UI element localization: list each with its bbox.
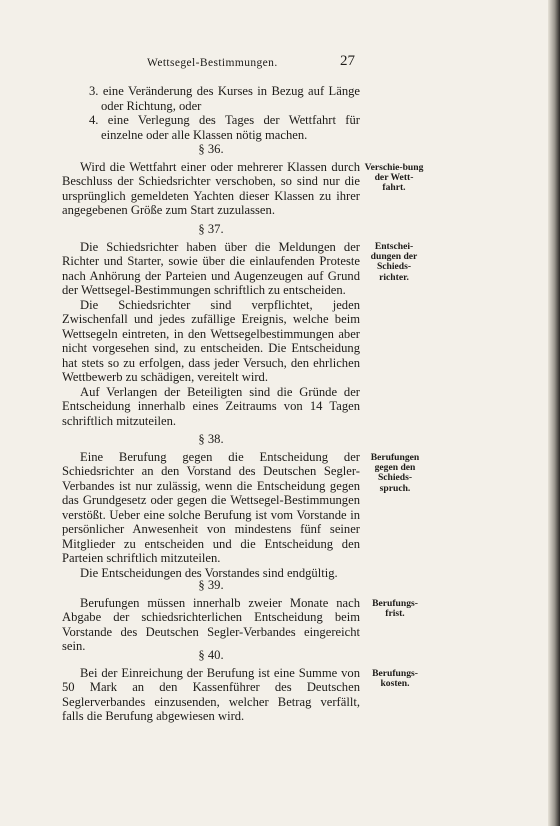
margin-note-37: Entschei-dungen der Schieds-richter. — [370, 241, 418, 283]
running-title: Wettsegel-Bestimmungen. — [147, 57, 278, 69]
section-heading: § 39. — [198, 578, 224, 592]
paragraph: Die Schiedsrichter sind verpflichtet, jeden Zwischenfall und jedes zufällige Ereignis, welche beim Wettsegeln eintreten, in den Wettsegelbestimmungen aber nicht vorgesehen sind, zu entscheiden. Die Entscheidung hat stets so zu erfolgen, dass jeder Versuch, den ehrlichen Wettbewerb zu schädigen, vereitelt wird. — [62, 297, 360, 384]
section-37 — [62, 222, 360, 428]
margin-note-39: Berufungs-frist. — [372, 598, 418, 620]
section-38 — [62, 432, 360, 580]
paragraph: Eine Berufung gegen die Entscheidung der Schiedsrichter an den Vorstand des Deutschen Segler-Verbandes ist nur zulässig, wenn die Entscheidung gegen das Grundgesetz oder gegen die Wettsegel-Bestimmungen verstößt. Ueber eine solche Berufung ist vom Vorstande in persönlicher Anwesenheit von mindestens fünf seiner Mitglieder zu entscheiden und die Entscheidung den Parteien schriftlich mitzuteilen. — [62, 449, 360, 565]
section-36 — [62, 142, 360, 218]
paragraph: Bei der Einreichung der Berufung ist eine Summe von 50 Mark an den Kassenführer des Deutschen Seglerverbandes einzusenden, welcher Betrag verfällt, falls die Berufung abgewiesen wird. — [62, 665, 360, 723]
section-40 — [62, 648, 360, 724]
margin-note-36: Verschie-bung der Wett-fahrt. — [364, 162, 424, 194]
page-edge-shadow — [548, 0, 560, 826]
section-heading: § 37. — [198, 222, 224, 236]
list-item: 3. eine Veränderung des Kurses in Bezug auf Länge oder Richtung, oder — [89, 84, 360, 113]
list-block — [62, 84, 360, 142]
section-heading: § 40. — [198, 648, 224, 662]
paragraph: Berufungen müssen innerhalb zweier Monate nach Abgabe der schiedsrichterlichen Entscheidung beim Vorstande des Deutschen Segler-Verbandes eingereicht sein. — [62, 595, 360, 653]
margin-note-40: Berufungs-kosten. — [372, 668, 418, 690]
margin-note-38: Berufungen gegen den Schieds-spruch. — [370, 452, 420, 494]
section-39 — [62, 578, 360, 654]
section-heading: § 38. — [198, 432, 224, 446]
list-item: 4. eine Verlegung des Tages der Wettfahrt für einzelne oder alle Klassen nötig machen. — [89, 113, 360, 142]
paragraph: Die Entscheidungen des Vorstandes sind endgültig. — [80, 565, 338, 580]
section-heading: § 36. — [198, 142, 224, 156]
paragraph: Wird die Wettfahrt einer oder mehrerer Klassen durch Beschluss der Schiedsrichter verschoben, so sind nur die ursprünglich gemeldeten Yachten dieser Klassen zu ihrer angegebenen Größe zum Start zuzulassen. — [62, 159, 360, 217]
paragraph: Die Schiedsrichter haben über die Meldungen der Richter und Starter, sowie über die einlaufenden Proteste nach Anhörung der Parteien und Augenzeugen auf Grund der Wettsegel-Bestimmungen schriftlich zu entscheiden. — [62, 239, 360, 297]
paragraph: Auf Verlangen der Beteiligten sind die Gründe der Entscheidung innerhalb eines Zeitraums von 14 Tagen schriftlich mitzuteilen. — [62, 384, 360, 428]
page-number: 27 — [340, 53, 355, 69]
